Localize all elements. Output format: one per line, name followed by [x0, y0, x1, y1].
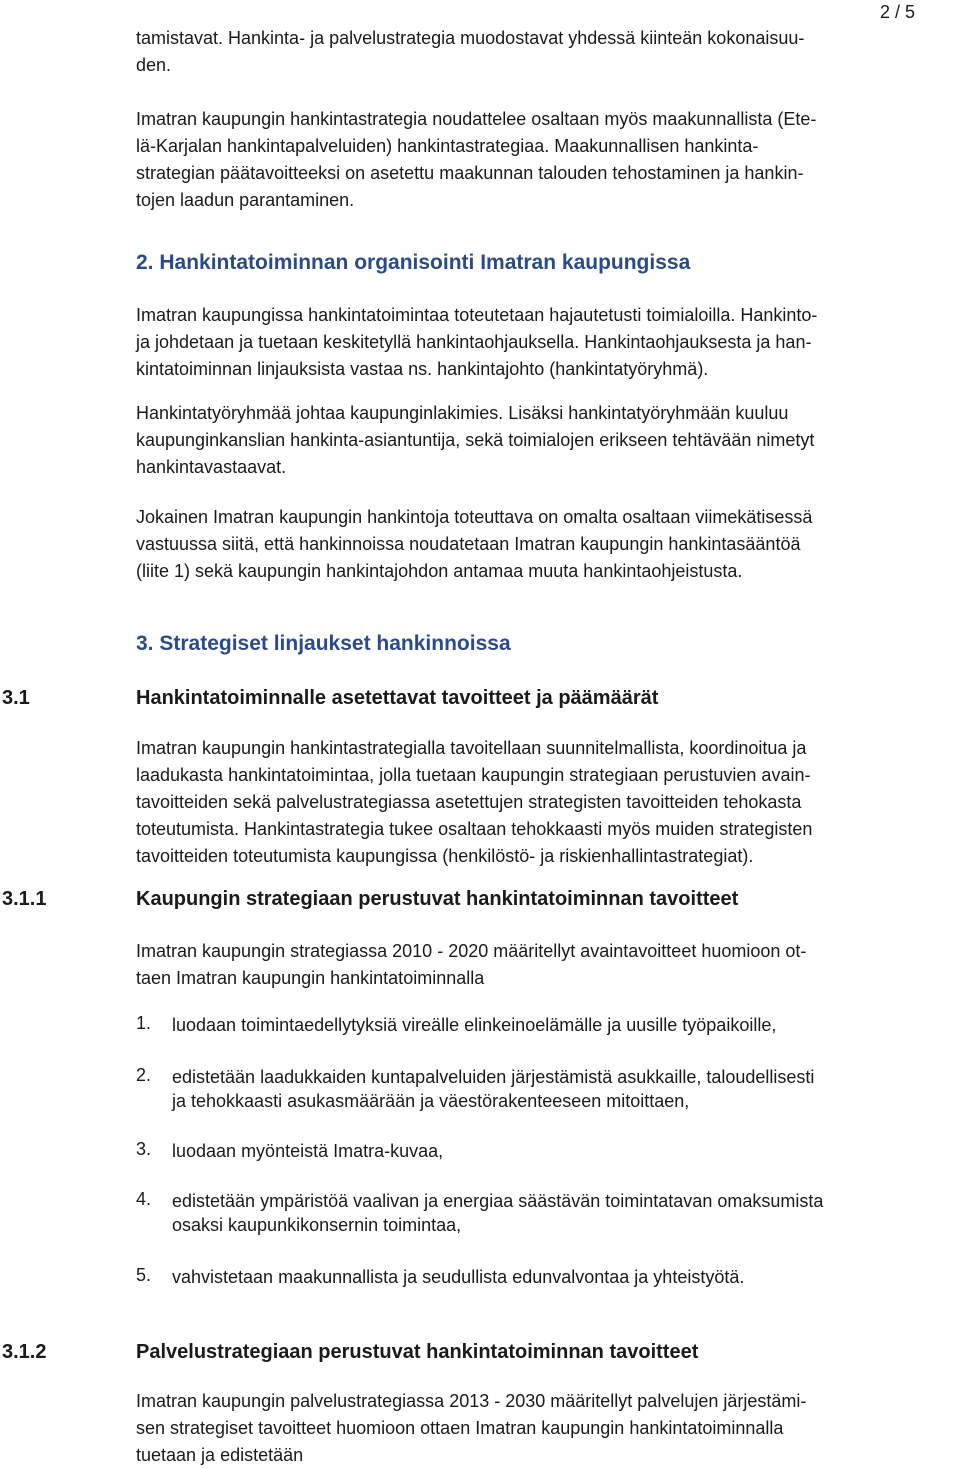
text-line: edistetään laadukkaiden kuntapalveluiden järjestämistä asukkaille, taloudellisesti — [172, 1067, 815, 1087]
text-line: toteutumista. Hankintastrategia tukee osaltaan tehokkaasti myös muiden strategisten — [136, 819, 813, 839]
list-item-number: 5. — [136, 1265, 152, 1285]
intro-paragraph — [136, 25, 956, 79]
text-line: tamistavat. Hankinta- ja palvelustrategia muodostavat yhdessä kiinteän kokonaisuu- — [136, 28, 805, 48]
section-2-paragraph-1 — [136, 302, 956, 383]
section-3-1-2-paragraph — [136, 1388, 956, 1469]
text-line: edistetään ympäristöä vaalivan ja energiaa säästävän toimintatavan omaksumista — [172, 1191, 824, 1211]
list-item — [172, 1139, 952, 1163]
text-line: tavoitteiden toteutumista kaupungissa (henkilöstö- ja riskienhallintastrategiat). — [136, 846, 754, 866]
text-line: lä-Karjalan hankintapalveluiden) hankintastrategiaa. Maakunnallisen hankinta- — [136, 136, 759, 156]
section-3-1-1-title: Kaupungin strategiaan perustuvat hankintatoiminnan tavoitteet — [136, 888, 739, 910]
section-3-1-paragraph — [136, 735, 956, 870]
text-line: ja tehokkaasti asukasmäärään ja väestörakenteeseen mitoittaen, — [172, 1091, 690, 1111]
list-item-number: 2. — [136, 1065, 152, 1085]
text-line: strategian päätavoitteeksi on asetettu maakunnan talouden tehostaminen ja hankin- — [136, 163, 804, 183]
text-line: laadukasta hankintatoimintaa, jolla tuetaan kaupungin strategiaan perustuvien avain- — [136, 765, 811, 785]
section-3-1-1-number: 3.1.1 — [2, 888, 47, 910]
text-line: Jokainen Imatran kaupungin hankintoja toteuttava on omalta osaltaan viimekätisessä — [136, 507, 813, 527]
text-line: kaupunginkanslian hankinta-asiantuntija, sekä toimialojen erikseen tehtävään nimetyt — [136, 430, 815, 450]
section-3-1-2-number: 3.1.2 — [2, 1341, 47, 1363]
text-line: Imatran kaupungissa hankintatoimintaa toteutetaan hajautetusti toimialoilla. Hankinto- — [136, 305, 818, 325]
text-line: luodaan toimintaedellytyksiä vireälle elinkeinoelämälle ja uusille työpaikoille, — [172, 1015, 777, 1035]
text-line: tuetaan ja edistetään — [136, 1445, 304, 1465]
list-item-number: 3. — [136, 1139, 152, 1159]
text-line: ja johdetaan ja tuetaan keskitetyllä hankintaohjauksella. Hankintaohjauksesta ja han- — [136, 332, 812, 352]
text-line: Imatran kaupungin hankintastrategialla tavoitellaan suunnitelmallista, koordinoitua ja — [136, 738, 807, 758]
section-3-1-2-title: Palvelustrategiaan perustuvat hankintatoiminnan tavoitteet — [136, 1341, 699, 1363]
text-line: den. — [136, 55, 172, 75]
list-item — [172, 1265, 952, 1289]
section-2-heading: 2. Hankintatoiminnan organisointi Imatran kaupungissa — [136, 251, 691, 274]
text-line: sen strategiset tavoitteet huomioon ottaen Imatran kaupungin hankintatoiminnalla — [136, 1418, 784, 1438]
text-line: Imatran kaupungin palvelustrategiassa 2013 - 2030 määritellyt palvelujen järjestämi- — [136, 1391, 807, 1411]
list-item-number: 4. — [136, 1189, 152, 1209]
text-line: Hankintatyöryhmää johtaa kaupunginlakimies. Lisäksi hankintatyöryhmään kuuluu — [136, 403, 789, 423]
section-2-paragraph-2 — [136, 400, 956, 481]
text-line: hankintavastaavat. — [136, 457, 287, 477]
text-line: osaksi kaupunkikonsernin toimintaa, — [172, 1215, 462, 1235]
list-item — [172, 1065, 952, 1113]
text-line: tavoitteiden sekä palvelustrategiassa asetettujen strategisten tavoitteiden tehokasta — [136, 792, 802, 812]
text-line: Imatran kaupungin strategiassa 2010 - 2020 määritellyt avaintavoitteet huomioon ot- — [136, 941, 807, 961]
section-3-heading: 3. Strategiset linjaukset hankinnoissa — [136, 632, 511, 655]
text-line: kintatoiminnan linjauksista vastaa ns. hankintajohto (hankintatyöryhmä). — [136, 359, 709, 379]
list-item — [172, 1189, 952, 1237]
text-line: vahvistetaan maakunnallista ja seudullista edunvalvontaa ja yhteistyötä. — [172, 1267, 745, 1287]
text-line: luodaan myönteistä Imatra-kuvaa, — [172, 1141, 444, 1161]
section-3-1-1-paragraph — [136, 938, 956, 992]
text-line: (liite 1) sekä kaupungin hankintajohdon antamaa muuta hankintaohjeistusta. — [136, 561, 743, 581]
list-item — [172, 1013, 952, 1037]
regional-strategy-paragraph — [136, 106, 956, 214]
section-3-1-number: 3.1 — [2, 687, 30, 709]
section-2-paragraph-3 — [136, 504, 956, 585]
text-line: taen Imatran kaupungin hankintatoiminnalla — [136, 968, 485, 988]
text-line: vastuussa siitä, että hankinnoissa noudatetaan Imatran kaupungin hankintasääntöä — [136, 534, 801, 554]
page-number: 2 / 5 — [880, 2, 916, 22]
list-item-number: 1. — [136, 1013, 152, 1033]
text-line: tojen laadun parantaminen. — [136, 190, 355, 210]
section-3-1-title: Hankintatoiminnalle asetettavat tavoitteet ja päämäärät — [136, 687, 659, 709]
text-line: Imatran kaupungin hankintastrategia noudattelee osaltaan myös maakunnallista (Ete- — [136, 109, 817, 129]
